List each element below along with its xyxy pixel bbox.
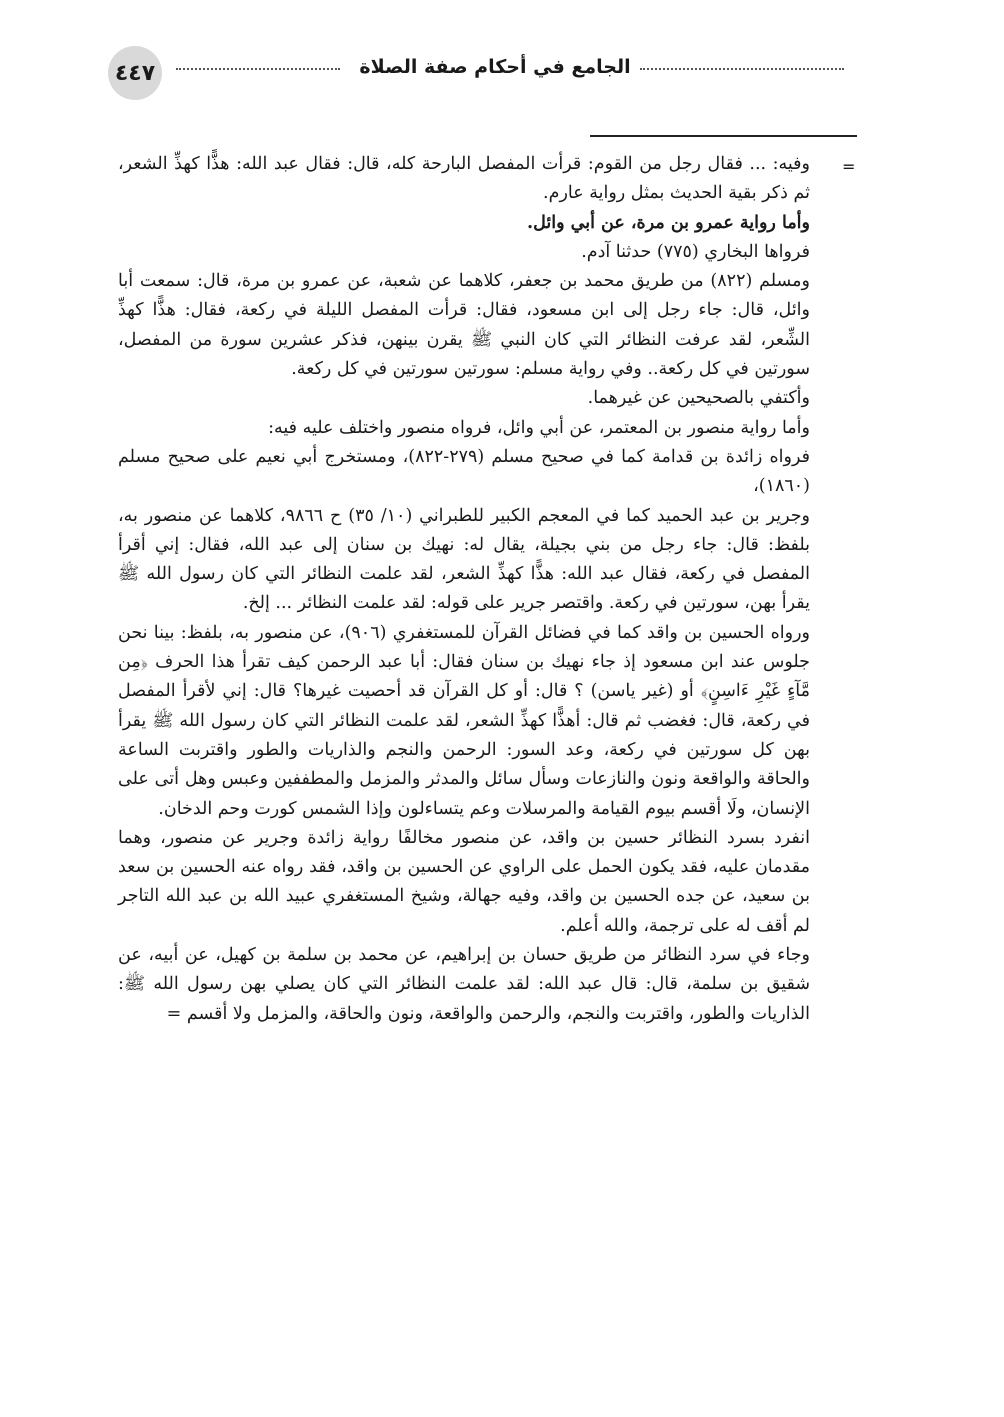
paragraph: فرواها البخاري (٧٧٥) حدثنا آدم. [581, 241, 810, 262]
footnote-continuation-mark: = [842, 157, 856, 176]
footnote-separator-rule [590, 135, 857, 137]
paragraph: وأما رواية منصور بن المعتمر، عن أبي وائل، فرواه منصور واختلف عليه فيه: [268, 417, 810, 438]
paragraph-heading: وأما رواية عمرو بن مرة، عن أبي وائل. [527, 212, 810, 233]
paragraph: فرواه زائدة بن قدامة كما في صحيح مسلم (٢٧٩-٨٢٢)، ومستخرج أبي نعيم على صحيح مسلم (١٨٦٠)، [118, 446, 811, 497]
paragraph: وجرير بن عبد الحميد كما في المعجم الكبير للطبراني (١٠/ ٣٥) ح ٩٨٦٦، كلاهما عن منصور به، بلفظ: قال: جاء رجل من بني بجيلة، يقال له: نهيك بن سنان إلى عبد الله، فقال: إني أقرأ المفصل في ركعة، فقال عبد الله: هذًّا كهذِّ الشعر، لقد علمت النظائر التي كان رسول الله ﷺ يقرأ بهن، سورتين في ركعة. واقتصر جرير على قوله: لقد علمت النظائر ... إلخ. [118, 505, 811, 614]
paragraph: وأكتفي بالصحيحين عن غيرهما. [587, 388, 810, 409]
running-header-title: الجامع في أحكام صفة الصلاة [359, 56, 631, 78]
paragraph: وجاء في سرد النظائر من طريق حسان بن إبراهيم، عن محمد بن سلمة بن كهيل، عن أبيه، عن شقيق بن سلمة، قال: قال عبد الله: لقد علمت النظائر التي كان يصلي بهن رسول الله ﷺ: الذاريات والطور، واقتربت والنجم، والرحمن والواقعة، ونون والحاقة، والمزمل ولا أقسم = [118, 945, 810, 1024]
paragraph: انفرد بسرد النظائر حسين بن واقد، عن منصور مخالفًا رواية زائدة وجرير عن منصور، وهما مقدمان عليه، فقد يكون الحمل على الراوي عن الحسين بن واقد، فقد رواه عنه الحسين بن سعد بن سعيد، عن جده الحسين بن واقد، وفيه جهالة، وشيخ المستغفري عبيد الله بن عبد الله التاجر لم أقف له على ترجمة، والله أعلم. [118, 827, 810, 936]
paragraph: ورواه الحسين بن واقد كما في فضائل القرآن للمستغفري (٩٠٦)، عن منصور به، بلفظ: بينا نحن جلوس عند ابن مسعود إذ جاء نهيك بن سنان فقال: أبا عبد الرحمن كيف تقرأ هذا الحرف ﴿مِن مَّآءٍ غَيْرِ ءَاسِنٍ﴾ أو (غير ياسن) ؟ قال: أو كل القرآن قد أحصيت غيرها؟ قال: إني لأقرأ المفصل في ركعة، قال: فغضب ثم قال: أهذًّا كهذِّ الشعر، لقد علمت النظائر التي كان رسول الله ﷺ يقرأ بهن كل سورتين في ركعة، وعد السور: الرحمن والنجم والذاريات والطور واقتربت الساعة والحاقة والواقعة ونون والنازعات وسأل سائل والمدثر والمزمل والمطففين وعبس وهل أتى على الإنسان، ولَا أقسم بيوم القيامة والمرسلات وعم يتساءلون وإذا الشمس كورت وحم الدخان. [118, 622, 810, 819]
footnote-body [118, 150, 810, 1029]
header-dotted-line-left [176, 68, 340, 70]
paragraph: وفيه: ... فقال رجل من القوم: قرأت المفصل البارحة كله، قال: فقال عبد الله: هذًّا كهذِّ الشعر، ثم ذكر بقية الحديث بمثل رواية عارم. [118, 154, 810, 204]
header-dotted-line-right [640, 68, 844, 70]
page-number: ٤٤٧ [108, 46, 162, 100]
paragraph: ومسلم (٨٢٢) من طريق محمد بن جعفر، كلاهما عن شعبة، عن عمرو بن مرة، قال: سمعت أبا وائل، قال: جاء رجل إلى ابن مسعود، فقال: قرأت المفصل الليلة في ركعة، فقال: هذًّا كهذِّ الشِّعر، لقد عرفت النظائر التي كان النبي ﷺ يقرن بينهن، فذكر عشرين سورة من المفصل، سورتين في كل ركعة.. وفي رواية مسلم: سورتين سورتين في كل ركعة. [118, 271, 810, 380]
